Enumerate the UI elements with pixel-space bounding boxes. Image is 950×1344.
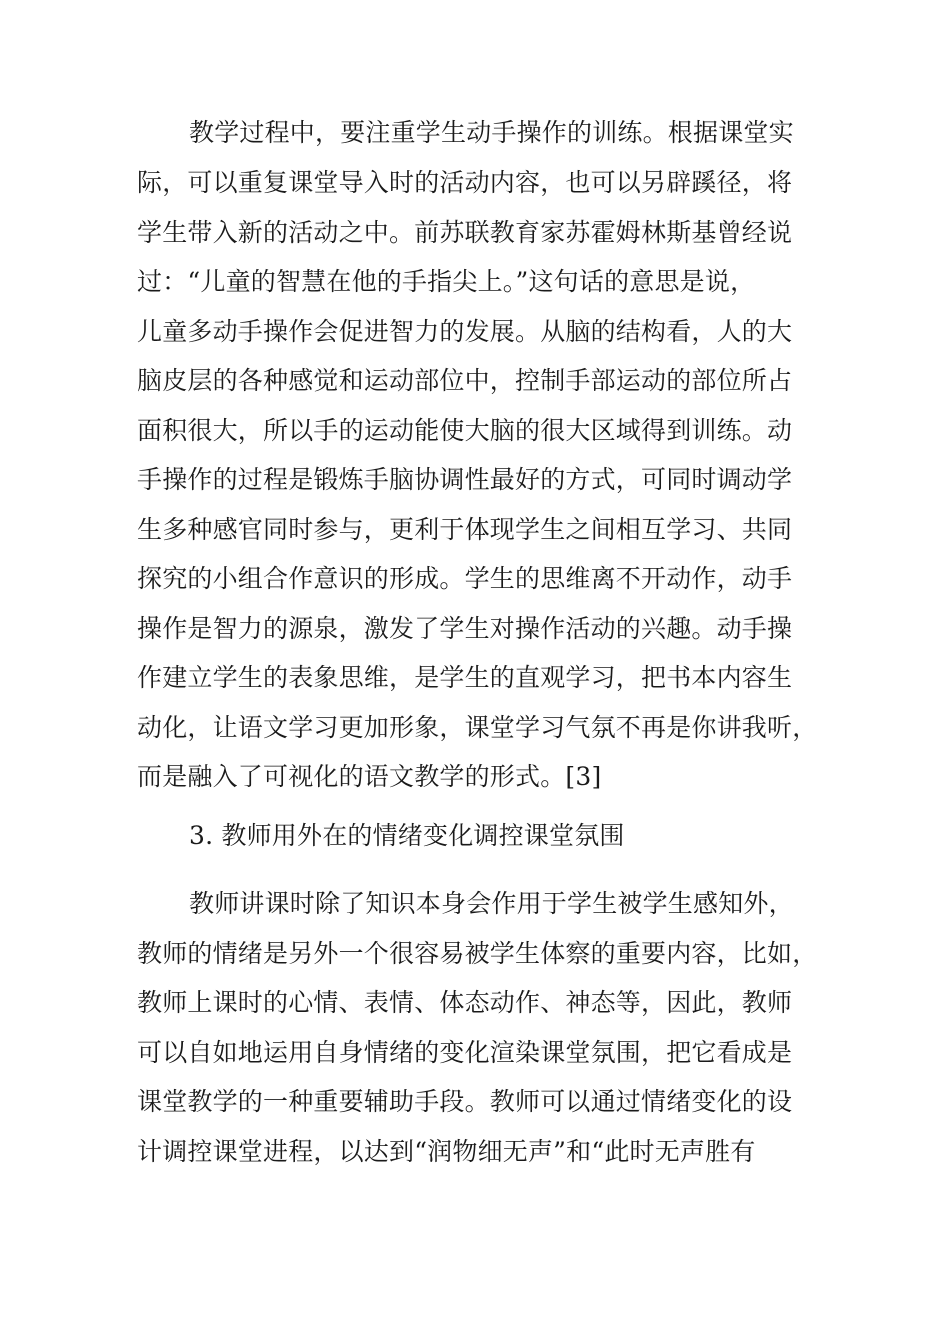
section-heading: 3. 教师用外在的情绪变化调控课堂氛围 (189, 821, 625, 850)
text-line: 生多种感官同时参与，更利于体现学生之间相互学习、共同 (137, 515, 793, 544)
text-line: 际，可以重复课堂导入时的活动内容，也可以另辟蹊径，将 (137, 168, 793, 197)
text-line: 而是融入了可视化的语文教学的形式。[3] (137, 762, 602, 791)
text-line: 手操作的过程是锻炼手脑协调性最好的方式，可同时调动学 (137, 465, 793, 494)
text-line: 动化，让语文学习更加形象，课堂学习气氛不再是你讲我听， (137, 713, 818, 742)
text-line: 可以自如地运用自身情绪的变化渲染课堂氛围，把它看成是 (137, 1038, 793, 1067)
text-line: 过：“儿童的智慧在他的手指尖上。”这句话的意思是说， (137, 267, 756, 296)
text-line: 课堂教学的一种重要辅助手段。教师可以通过情绪变化的设 (137, 1087, 793, 1116)
text-line: 教学过程中，要注重学生动手操作的训练。根据课堂实 (189, 118, 794, 147)
text-line: 操作是智力的源泉，激发了学生对操作活动的兴趣。动手操 (137, 614, 793, 643)
text-line: 教师的情绪是另外一个很容易被学生体察的重要内容，比如， (137, 939, 818, 968)
text-line: 作建立学生的表象思维，是学生的直观学习，把书本内容生 (137, 663, 793, 692)
text-line: 儿童多动手操作会促进智力的发展。从脑的结构看，人的大 (137, 317, 793, 346)
text-line: 脑皮层的各种感觉和运动部位中，控制手部运动的部位所占 (137, 366, 793, 395)
text-line: 面积很大，所以手的运动能使大脑的很大区域得到训练。动 (137, 416, 793, 445)
text-line: 探究的小组合作意识的形成。学生的思维离不开动作，动手 (137, 564, 793, 593)
text-line: 计调控课堂进程，以达到“润物细无声”和“此时无声胜有 (137, 1137, 756, 1166)
text-line: 教师讲课时除了知识本身会作用于学生被学生感知外， (189, 889, 794, 918)
text-line: 教师上课时的心情、表情、体态动作、神态等，因此，教师 (137, 988, 793, 1017)
text-line: 学生带入新的活动之中。前苏联教育家苏霍姆林斯基曾经说 (137, 218, 793, 247)
